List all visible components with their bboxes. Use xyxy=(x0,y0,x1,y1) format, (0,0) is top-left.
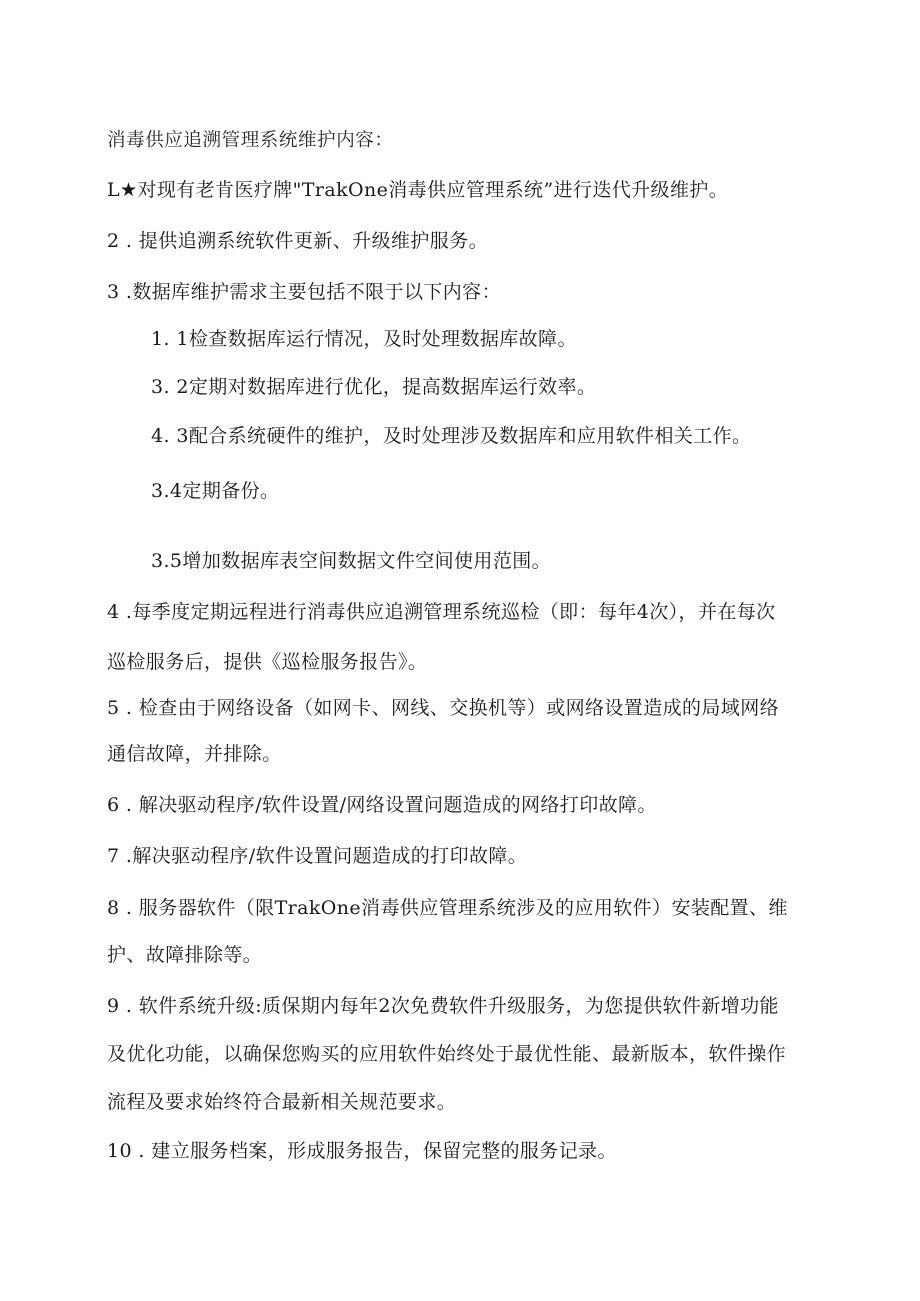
section-heading: 消毒供应追溯管理系统维护内容： xyxy=(107,130,394,151)
item-8-line-2: 护、故障排除等。 xyxy=(107,944,263,966)
item-8-line-1: 8 . 服务器软件（限TrakOne消毒供应管理系统涉及的应用软件）安装配置、维 xyxy=(107,897,788,919)
subitem-3-4: 3.4定期备份。 xyxy=(151,480,280,502)
item-5-line-2: 通信故障，并排除。 xyxy=(107,743,282,765)
item-10: 10 . 建立服务档案，形成服务报告，保留完整的服务记录。 xyxy=(107,1140,617,1162)
item-4-line-2: 巡检服务后，提供《巡检服务报告》。 xyxy=(107,651,428,673)
item-9-line-3: 流程及要求始终符合最新相关规范要求。 xyxy=(107,1091,457,1113)
item-9-line-2: 及优化功能，以确保您购买的应用软件始终处于最优性能、最新版本，软件操作 xyxy=(107,1043,787,1065)
item-2: 2 . 提供追溯系统软件更新、升级维护服务。 xyxy=(107,230,489,252)
subitem-3-2: 3. 2定期对数据库进行优化，提高数据库运行效率。 xyxy=(151,376,597,398)
subitem-3-5: 3.5增加数据库表空间数据文件空间使用范围。 xyxy=(151,550,552,572)
item-4-line-1: 4 .每季度定期远程进行消毒供应追溯管理系统巡检（即：每年4次），并在每次 xyxy=(107,601,776,623)
item-7: 7 .解决驱动程序/软件设置问题造成的打印故障。 xyxy=(107,845,528,867)
item-1: L★对现有老肯医疗牌"TrakOne消毒供应管理系统”进行迭代升级维护。 xyxy=(107,179,729,201)
item-3: 3 .数据库维护需求主要包括不限于以下内容： xyxy=(107,281,501,303)
item-5-line-1: 5 . 检查由于网络设备（如网卡、网线、交换机等）或网络设置造成的局域网络 xyxy=(107,697,780,719)
subitem-3-3: 4. 3配合系统硬件的维护，及时处理涉及数据库和应用软件相关工作。 xyxy=(151,425,752,447)
item-9-line-1: 9 . 软件系统升级:质保期内每年2次免费软件升级服务，为您提供软件新增功能 xyxy=(107,995,779,1017)
item-6: 6 . 解决驱动程序/软件设置/网络设置问题造成的网络打印故障。 xyxy=(107,794,657,816)
subitem-3-1: 1. 1检查数据库运行情况，及时处理数据库故障。 xyxy=(151,328,577,350)
